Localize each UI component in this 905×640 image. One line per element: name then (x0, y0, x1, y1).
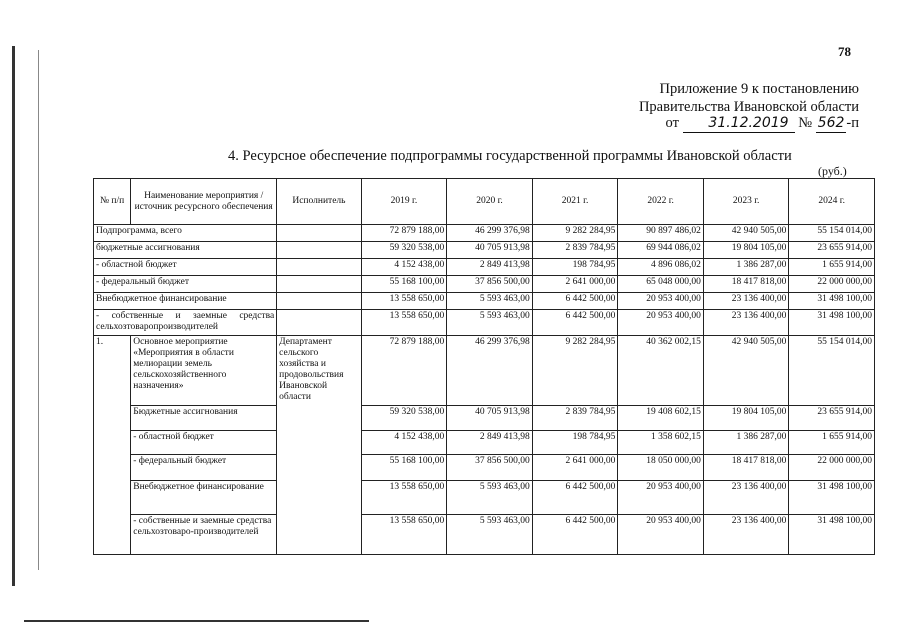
row-label: - федеральный бюджет (131, 455, 277, 481)
header-year: 2024 г. (789, 179, 875, 225)
cell-value: 2 839 784,95 (532, 406, 618, 431)
cell-value: 5 593 463,00 (447, 515, 533, 555)
cell-value: 46 299 376,98 (447, 225, 533, 242)
cell-value: 65 048 000,00 (618, 276, 704, 293)
table-row (94, 276, 875, 293)
cell-value: 20 953 400,00 (618, 515, 704, 555)
cell-value: 6 442 500,00 (532, 481, 618, 515)
cell-value: 1 655 914,00 (789, 259, 875, 276)
appendix-number: 562 (817, 115, 845, 131)
cell-value: 198 784,95 (532, 259, 618, 276)
table-row (94, 259, 875, 276)
cell-value: 31 498 100,00 (789, 293, 875, 310)
cell-value: 19 804 105,00 (703, 242, 789, 259)
cell-value: 5 593 463,00 (447, 293, 533, 310)
cell-value: 2 849 413,98 (447, 431, 533, 455)
row-label: Внебюджетное финансирование (131, 481, 277, 515)
header-year: 2019 г. (361, 179, 447, 225)
appendix-line-1: Приложение 9 к постановлению (659, 81, 859, 97)
cell-value: 37 856 500,00 (447, 455, 533, 481)
cell-value: 9 282 284,95 (532, 225, 618, 242)
cell-value: 20 953 400,00 (618, 293, 704, 310)
table-row (94, 406, 875, 431)
cell-value: 23 136 400,00 (703, 310, 789, 336)
table-row (94, 310, 875, 336)
header-year: 2023 г. (703, 179, 789, 225)
cell-value: 90 897 486,02 (618, 225, 704, 242)
row-executor (277, 310, 362, 336)
page-number: 78 (838, 44, 851, 59)
cell-value: 19 408 602,15 (618, 406, 704, 431)
cell-value: 2 849 413,98 (447, 259, 533, 276)
cell-value: 20 953 400,00 (618, 481, 704, 515)
header-year: 2021 г. (532, 179, 618, 225)
scan-margin-line-thin (38, 50, 39, 570)
appendix-date: 31.12.2019 (683, 114, 795, 133)
scan-margin-line (12, 46, 15, 586)
row-label: Основное мероприятие «Мероприятия в области мелиорации земель сельскохозяйственного назначения» (131, 336, 277, 406)
cell-value: 1 386 287,00 (703, 259, 789, 276)
row-executor (277, 242, 362, 259)
row-label: Внебюджетное финансирование (94, 293, 277, 310)
header-year: 2022 г. (618, 179, 704, 225)
cell-value: 23 136 400,00 (703, 481, 789, 515)
table-row (94, 225, 875, 242)
cell-value: 42 940 505,00 (703, 225, 789, 242)
cell-value: 6 442 500,00 (532, 310, 618, 336)
cell-value: 31 498 100,00 (789, 515, 875, 555)
table-row (94, 431, 875, 455)
cell-value: 13 558 650,00 (361, 515, 447, 555)
cell-value: 18 050 000,00 (618, 455, 704, 481)
cell-value: 42 940 505,00 (703, 336, 789, 406)
cell-value: 18 417 818,00 (703, 455, 789, 481)
cell-value: 31 498 100,00 (789, 310, 875, 336)
cell-value: 37 856 500,00 (447, 276, 533, 293)
cell-value: 22 000 000,00 (789, 276, 875, 293)
cell-value: 22 000 000,00 (789, 455, 875, 481)
appendix-suffix: -п (846, 115, 859, 131)
cell-value: 2 641 000,00 (532, 455, 618, 481)
cell-value: 198 784,95 (532, 431, 618, 455)
table-row (94, 242, 875, 259)
cell-value: 13 558 650,00 (361, 310, 447, 336)
row-label: - собственные и заемные средства сельхозтоваропроизводителей (94, 310, 277, 336)
cell-value: 1 358 602,15 (618, 431, 704, 455)
row-executor (277, 225, 362, 242)
measure-executor: Департамент сельского хозяйства и продовольствия Ивановской области (277, 336, 362, 555)
row-label: - областной бюджет (131, 431, 277, 455)
appendix-no: № (798, 115, 813, 131)
header-year: 2020 г. (447, 179, 533, 225)
cell-value: 40 705 913,98 (447, 242, 533, 259)
row-label: - областной бюджет (94, 259, 277, 276)
table-row (94, 481, 875, 515)
row-label: бюджетные ассигнования (94, 242, 277, 259)
cell-value: 40 362 002,15 (618, 336, 704, 406)
table-row (94, 515, 875, 555)
table-row (94, 293, 875, 310)
cell-value: 55 168 100,00 (361, 276, 447, 293)
cell-value: 5 593 463,00 (447, 310, 533, 336)
cell-value: 1 655 914,00 (789, 431, 875, 455)
cell-value: 23 136 400,00 (703, 293, 789, 310)
cell-value: 13 558 650,00 (361, 293, 447, 310)
cell-value: 69 944 086,02 (618, 242, 704, 259)
cell-value: 55 154 014,00 (789, 336, 875, 406)
section-title: 4. Ресурсное обеспечение подпрограммы государственной программы Ивановской области (228, 148, 792, 164)
cell-value: 2 641 000,00 (532, 276, 618, 293)
cell-value: 40 705 913,98 (447, 406, 533, 431)
cell-value: 4 896 086,02 (618, 259, 704, 276)
cell-value: 13 558 650,00 (361, 481, 447, 515)
cell-value: 59 320 538,00 (361, 242, 447, 259)
appendix-line-3 (666, 114, 859, 133)
cell-value: 1 386 287,00 (703, 431, 789, 455)
row-executor (277, 293, 362, 310)
cell-value: 23 655 914,00 (789, 242, 875, 259)
cell-value: 55 168 100,00 (361, 455, 447, 481)
cell-value: 5 593 463,00 (447, 481, 533, 515)
header-name: Наименование мероприятия / источник ресурсного обеспечения (131, 179, 277, 225)
cell-value: 18 417 818,00 (703, 276, 789, 293)
table-row (94, 455, 875, 481)
row-executor (277, 259, 362, 276)
currency-unit: (руб.) (818, 164, 847, 178)
cell-value: 72 879 188,00 (361, 225, 447, 242)
cell-value: 23 655 914,00 (789, 406, 875, 431)
row-executor (277, 276, 362, 293)
appendix-from: от (665, 115, 679, 131)
scan-bottom-line (24, 620, 369, 622)
measure-number: 1. (94, 336, 131, 555)
cell-value: 2 839 784,95 (532, 242, 618, 259)
table-header-row (94, 179, 875, 225)
header-no: № п/п (94, 179, 131, 225)
cell-value: 4 152 438,00 (361, 259, 447, 276)
header-executor: Исполнитель (277, 179, 362, 225)
row-label: Бюджетные ассигнования (131, 406, 277, 431)
appendix-line-2: Правительства Ивановской области (638, 99, 859, 115)
cell-value: 55 154 014,00 (789, 225, 875, 242)
cell-value: 19 804 105,00 (703, 406, 789, 431)
resource-table (93, 178, 875, 555)
cell-value: 31 498 100,00 (789, 481, 875, 515)
cell-value: 6 442 500,00 (532, 293, 618, 310)
cell-value: 4 152 438,00 (361, 431, 447, 455)
cell-value: 46 299 376,98 (447, 336, 533, 406)
cell-value: 59 320 538,00 (361, 406, 447, 431)
cell-value: 9 282 284,95 (532, 336, 618, 406)
row-label: Подпрограмма, всего (94, 225, 277, 242)
cell-value: 6 442 500,00 (532, 515, 618, 555)
cell-value: 23 136 400,00 (703, 515, 789, 555)
row-label: - собственные и заемные средства сельхозтоваро-производителей (131, 515, 277, 555)
cell-value: 20 953 400,00 (618, 310, 704, 336)
table-row (94, 336, 875, 406)
row-label: - федеральный бюджет (94, 276, 277, 293)
cell-value: 72 879 188,00 (361, 336, 447, 406)
